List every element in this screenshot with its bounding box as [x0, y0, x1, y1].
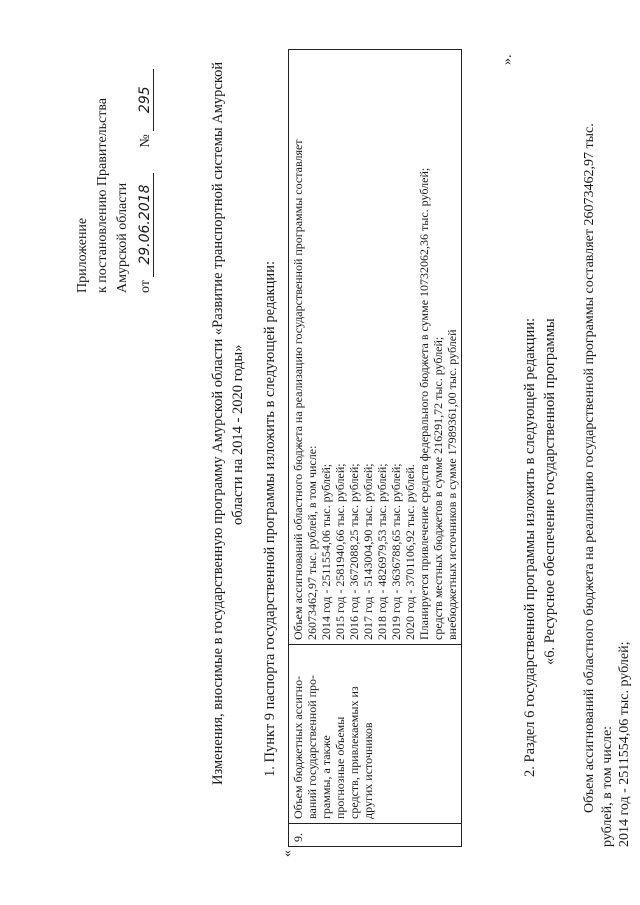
passport-table: [288, 49, 462, 847]
paragraph-line2: рублей, в том числе:: [600, 725, 615, 847]
section6-title: «6. Ресурсное обеспечение государственной программы: [542, 318, 558, 665]
paragraph-line3: 2014 год - 2511554,06 тыс. рублей;: [617, 641, 632, 847]
label-line: средств, привлекаемых из: [347, 686, 361, 819]
content-line: 2018 год - 4826979,53 тыс. рублей;: [375, 463, 389, 640]
region-label: Амурской области: [115, 182, 130, 293]
content-line: Объем ассигнований областного бюджета на реализацию государственной программы составляет: [291, 139, 305, 640]
label-line: Объем бюджетных ассигно-: [291, 675, 305, 819]
label-line: граммы, а также: [319, 735, 333, 819]
number-value: 295: [137, 69, 154, 131]
doc-title-line1: Изменения, вносимые в государственную программу Амурской области «Развитие транспортной системы Амурской: [210, 61, 226, 785]
quote-close: ».: [500, 54, 515, 65]
decree-label: к постановлению Правительства: [95, 97, 110, 293]
number-prefix: №: [138, 134, 153, 148]
table-row: [289, 50, 462, 847]
content-line: 26073462,97 тыс. рублей, в том числе:: [305, 445, 319, 640]
date-prefix: от: [138, 280, 153, 293]
paragraph-line1: Объем ассигнований областного бюджета на реализацию государственной программы составляет 26073462,97 тыс.: [582, 123, 597, 813]
item1-text: 1. Пункт 9 паспорта государственной программы изложить в следующей редакции:: [262, 261, 278, 777]
item2-text: 2. Раздел 6 государственной программы изложить в следующей редакции:: [522, 317, 538, 777]
content-line: Планируется привлечение средств федерального бюджета в сумме 10732062,36 тыс. рублей;: [417, 167, 431, 640]
label-cell: [289, 645, 462, 824]
date-line: [137, 69, 154, 293]
content-line: внебюджетных источников в сумме 17989361,00 тыс. рублей: [445, 329, 459, 640]
doc-title-line2: области на 2014 - 2020 годы»: [230, 344, 246, 525]
label-line: других источников: [361, 722, 375, 819]
content-line: 2019 год - 3636788,65 тыс. рублей;: [389, 463, 403, 640]
label-line: ваний государственной про-: [305, 674, 319, 819]
content-line: средств местных бюджетов в сумме 216291,72 тыс. рублей;: [431, 336, 445, 640]
content-line: 2015 год - 2581940,66 тыс. рублей;: [333, 463, 347, 640]
appendix-label: Приложение: [75, 217, 90, 293]
content-line: 2017 год - 5143004,90 тыс. рублей;: [361, 463, 375, 640]
date-value: 29.06.2018: [137, 173, 154, 277]
content-line: 2020 год - 3701106,92 тыс. рублей.: [403, 464, 417, 640]
quote-open: «: [280, 850, 295, 857]
content-line: 2014 год - 2511554,06 тыс. рублей;: [319, 463, 333, 640]
label-line: прогнозные объемы: [333, 716, 347, 819]
row-number-cell: 9.: [289, 824, 462, 847]
content-cell: [289, 50, 462, 645]
content-line: 2016 год - 3672088,25 тыс. рублей;: [347, 463, 361, 640]
